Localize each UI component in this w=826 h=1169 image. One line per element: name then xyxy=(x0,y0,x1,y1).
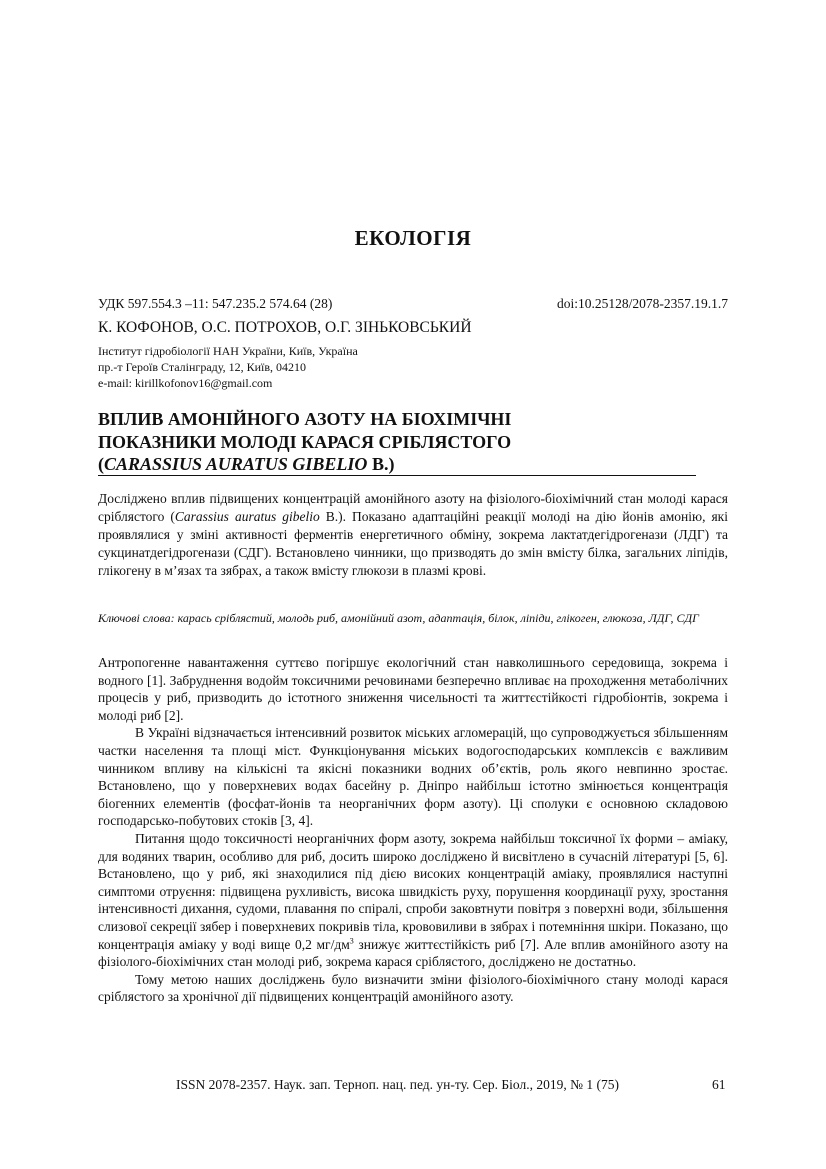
article-title xyxy=(98,408,698,476)
unit-superscript: 3 xyxy=(349,936,354,945)
body-paragraph-2: В Україні відзначається інтенсивний розвиток міських агломерацій, що супроводжується збільшенням частки населення та площі міст. Функціонування міських водогосподарських комплексів є важливим чинником впливу на кількісні та якісні показники водних об’єктів, роль якого невпинно зростає. Встановлено, що у поверхневих водах басейну р. Дніпро найбільш істотно змінюється концентрація біогенних елементів (фосфат-йонів та неорганічних форм азоту). Ці сполуки є основною складовою господарсько-побутових стоків [3, 4]. xyxy=(98,725,728,829)
abstract xyxy=(98,490,728,580)
journal-footer: ISSN 2078-2357. Наук. зап. Терноп. нац. пед. ун-ту. Сер. Біол., 2019, № 1 (75) xyxy=(176,1077,619,1092)
abstract-text-2: B.). Показано адаптаційні реакції молоді на дію йонів амонію, які проявлялися у зміні активності ферментів енергетичного обміну, зокрема лактатдегідрогенази (ЛДГ) та сукцинатдегідрогенази (СДГ). Встановлено чинники, що призводять до змін вмісту білка, загальних ліпідів, глікогену в м’язах та зябрах, а також вмісту глюкози в плазмі крові. xyxy=(98,509,728,578)
affiliation-institute: Інститут гідробіології НАН України, Київ, Україна xyxy=(98,344,358,358)
abstract-species-name: Carassius auratus gibelio xyxy=(174,509,320,524)
title-line-3 xyxy=(98,455,696,476)
title-line-2: ПОКАЗНИКИ МОЛОДІ КАРАСЯ СРІБЛЯСТОГО xyxy=(98,431,512,452)
authors: К. КОФОНОВ, О.С. ПОТРОХОВ, О.Г. ЗІНЬКОВСЬКИЙ xyxy=(98,319,472,336)
body-paragraph-3 xyxy=(98,830,728,971)
title-open-paren: ( xyxy=(98,454,104,474)
body-text xyxy=(98,654,728,1006)
title-close: B.) xyxy=(367,454,395,474)
paragraph-3-text-b: знижує життєстійкість риб [7]. Але вплив амонійного азоту на фізіолого-біохімічних стан молоді риб, зокрема карася сріблястого, досліджено не достатньо. xyxy=(98,936,728,970)
udc-code: УДК 597.554.3 –11: 547.235.2 574.64 (28) xyxy=(98,296,333,311)
title-species-name: CARASSIUS AURATUS GIBELIO xyxy=(104,454,368,474)
doi-identifier: doi:10.25128/2078-2357.19.1.7 xyxy=(557,296,728,311)
paragraph-3-text-a: Питання щодо токсичності неорганічних форм азоту, зокрема найбільш токсичної їх форми – аміаку, для водяних тварин, особливо для риб, досить широко досліджено й висвітлено в сучасній літературі [5, 6]. Встановлено, що у риб, які знаходилися під дією високих концентрацій аміаку, проявлялися наступні симптоми отруєння: підвищена рухливість, висока швидкість руху, порушення координації руху, зростання інтенсивності дихання, судоми, плавання по спіралі, спроби заковтнути повітря з поверхні води, збільшення слизової секреції зябер і поверхневих покривів тіла, крововиливи в зябрах і потемніння шкіри. Показано, що концентрація аміаку у воді вище 0,2 мг/дм xyxy=(98,830,728,952)
body-paragraph-1: Антропогенне навантаження суттєво погіршує екологічний стан навколишнього середовища, зокрема і водного [1]. Забруднення водойм токсичними речовинами безперечно впливає на проходження метаболічних процесів у риб, призводить до істотного зниження чисельності та життєстійкості гідробіонтів, зокрема і молоді риб [2]. xyxy=(98,655,728,723)
affiliation-address: пр.-т Героїв Сталінграду, 12, Київ, 04210 xyxy=(98,360,307,374)
body-paragraph-4: Тому метою наших досліджень було визначити зміни фізіолого-біохімічного стану молоді карася сріблястого за хронічної дії підвищених концентрацій амонійного азоту. xyxy=(98,971,728,1005)
page-number: 61 xyxy=(712,1077,726,1092)
affiliation-email: e-mail: kirillkofonov16@gmail.com xyxy=(98,376,273,390)
abstract-text-1: Досліджено вплив підвищених концентрацій амонійного азоту на фізіолого-біохімічний стан молоді карася сріблястого ( xyxy=(98,491,728,524)
section-heading: ЕКОЛОГІЯ xyxy=(354,226,472,250)
keywords: Ключові слова: карась сріблястий, молодь риб, амонійний азот, адаптація, білок, ліпіди, глікоген, глюкоза, ЛДГ, СДГ xyxy=(98,611,699,625)
title-line-1: ВПЛИВ АМОНІЙНОГО АЗОТУ НА БІОХІМІЧНІ xyxy=(98,409,512,429)
